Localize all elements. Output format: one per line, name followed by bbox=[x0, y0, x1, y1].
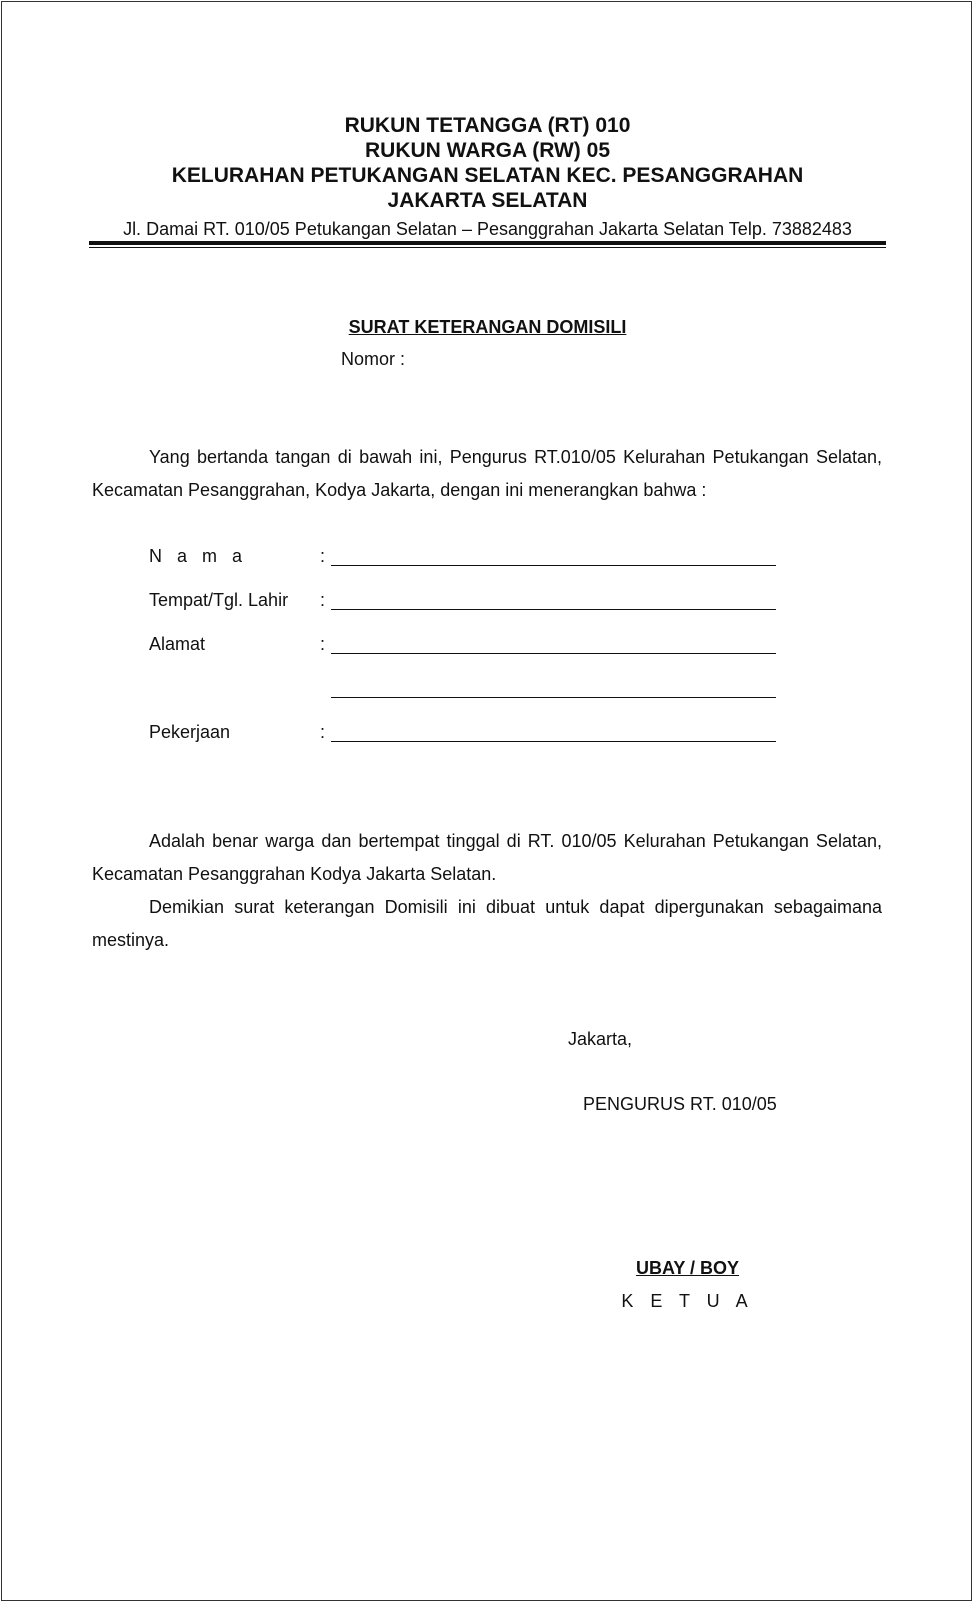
letterhead-rw: RUKUN WARGA (RW) 05 bbox=[365, 139, 610, 162]
intro-paragraph: Yang bertanda tangan di bawah ini, Pengurus RT.010/05 Kelurahan Petukangan Selatan, Kecamatan Pesanggrahan, Kodya Jakarta, dengan ini menerangkan bahwa : bbox=[92, 447, 882, 500]
field-line-alamat-2[interactable] bbox=[331, 697, 776, 698]
signature-place-date: Jakarta, bbox=[568, 1029, 633, 1049]
field-colon-ttl: : bbox=[320, 590, 326, 610]
closing-paragraph: Demikian surat keterangan Domisili ini dibuat untuk dapat dipergunakan sebagaimana mestinya. bbox=[92, 897, 882, 950]
field-label-nama: N a m a bbox=[149, 546, 248, 566]
letterhead-rule-thin bbox=[89, 247, 886, 248]
field-label-ttl: Tempat/Tgl. Lahir bbox=[149, 590, 289, 610]
letterhead-kelurahan: KELURAHAN PETUKANGAN SELATAN KEC. PESANGGRAHAN bbox=[171, 164, 804, 187]
signer-role: K E T U A bbox=[621, 1291, 754, 1311]
document-number-label: Nomor : bbox=[341, 349, 406, 369]
letterhead-rt: RUKUN TETANGGA (RT) 010 bbox=[344, 114, 631, 137]
document-title: SURAT KETERANGAN DOMISILI bbox=[348, 317, 627, 337]
signature-committee: PENGURUS RT. 010/05 bbox=[583, 1094, 777, 1114]
letterhead-city: JAKARTA SELATAN bbox=[387, 189, 588, 212]
field-line-ttl[interactable] bbox=[331, 609, 776, 610]
field-label-alamat: Alamat bbox=[149, 634, 206, 654]
field-colon-nama: : bbox=[320, 546, 326, 566]
field-line-pekerjaan[interactable] bbox=[331, 741, 776, 742]
field-line-alamat[interactable] bbox=[331, 653, 776, 654]
field-colon-pekerjaan: : bbox=[320, 722, 326, 742]
signer-name: UBAY / BOY bbox=[635, 1258, 740, 1278]
field-colon-alamat: : bbox=[320, 634, 326, 654]
statement-paragraph: Adalah benar warga dan bertempat tinggal di RT. 010/05 Kelurahan Petukangan Selatan, Kecamatan Pesanggrahan Kodya Jakarta Selatan. bbox=[92, 831, 882, 884]
letterhead-address: Jl. Damai RT. 010/05 Petukangan Selatan – Pesanggrahan Jakarta Selatan Telp. 73882483 bbox=[123, 219, 852, 239]
letterhead-rule-thick bbox=[89, 241, 886, 245]
field-line-nama[interactable] bbox=[331, 565, 776, 566]
field-label-pekerjaan: Pekerjaan bbox=[149, 722, 231, 742]
